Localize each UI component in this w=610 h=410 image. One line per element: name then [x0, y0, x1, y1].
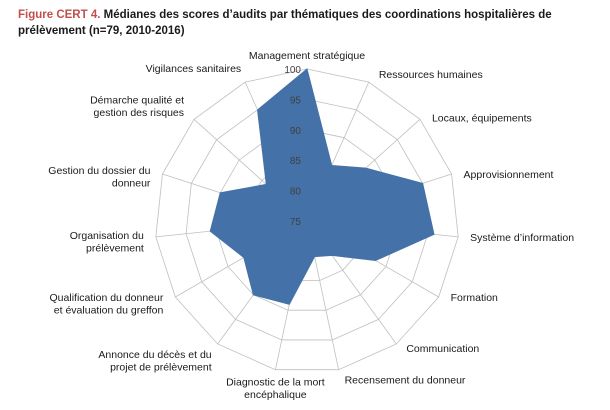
category-label: Démarche qualité et gestion des risques: [90, 94, 185, 119]
category-label: Organisation du prélèvement: [69, 229, 144, 255]
category-label: Gestion du dossier du donneur: [48, 165, 151, 190]
category-label: Système d’information: [470, 231, 575, 244]
category-label: Diagnostic de la mort encéphalique: [226, 376, 325, 402]
page-title: [18, 8, 598, 39]
category-label: Formation: [450, 292, 498, 304]
radar-chart-svg: [0, 48, 610, 410]
tick-label: 90: [289, 125, 301, 137]
category-label: Ressources humaines: [378, 69, 483, 82]
tick-label: 80: [289, 186, 301, 198]
title-text: Médianes des scores d’audits par thématiques des coordinations hospitalières de prélèvement (n=79, 2010-2016): [18, 9, 552, 37]
category-label: Approvisionnement: [463, 169, 554, 182]
tick-label: 100: [284, 65, 301, 76]
radar-chart: [0, 48, 610, 410]
category-label: Vigilances sanitaires: [145, 63, 242, 76]
category-label: Management stratégique: [248, 50, 366, 62]
tick-label: 75: [289, 217, 301, 228]
tick-label: 85: [289, 156, 301, 168]
category-label: Annonce du décès et du projet de prélèvement: [98, 348, 212, 374]
series-polygon: [210, 69, 434, 304]
category-label: Recensement du donneur: [344, 374, 466, 387]
category-label: Locaux, équipements: [431, 112, 532, 125]
category-label: Qualification du donneur et évaluation du greffon: [49, 292, 164, 317]
category-label: Communication: [406, 342, 480, 355]
title-prefix: Figure CERT 4.: [18, 9, 101, 21]
data-series: [210, 69, 434, 304]
tick-label: 95: [289, 95, 301, 107]
